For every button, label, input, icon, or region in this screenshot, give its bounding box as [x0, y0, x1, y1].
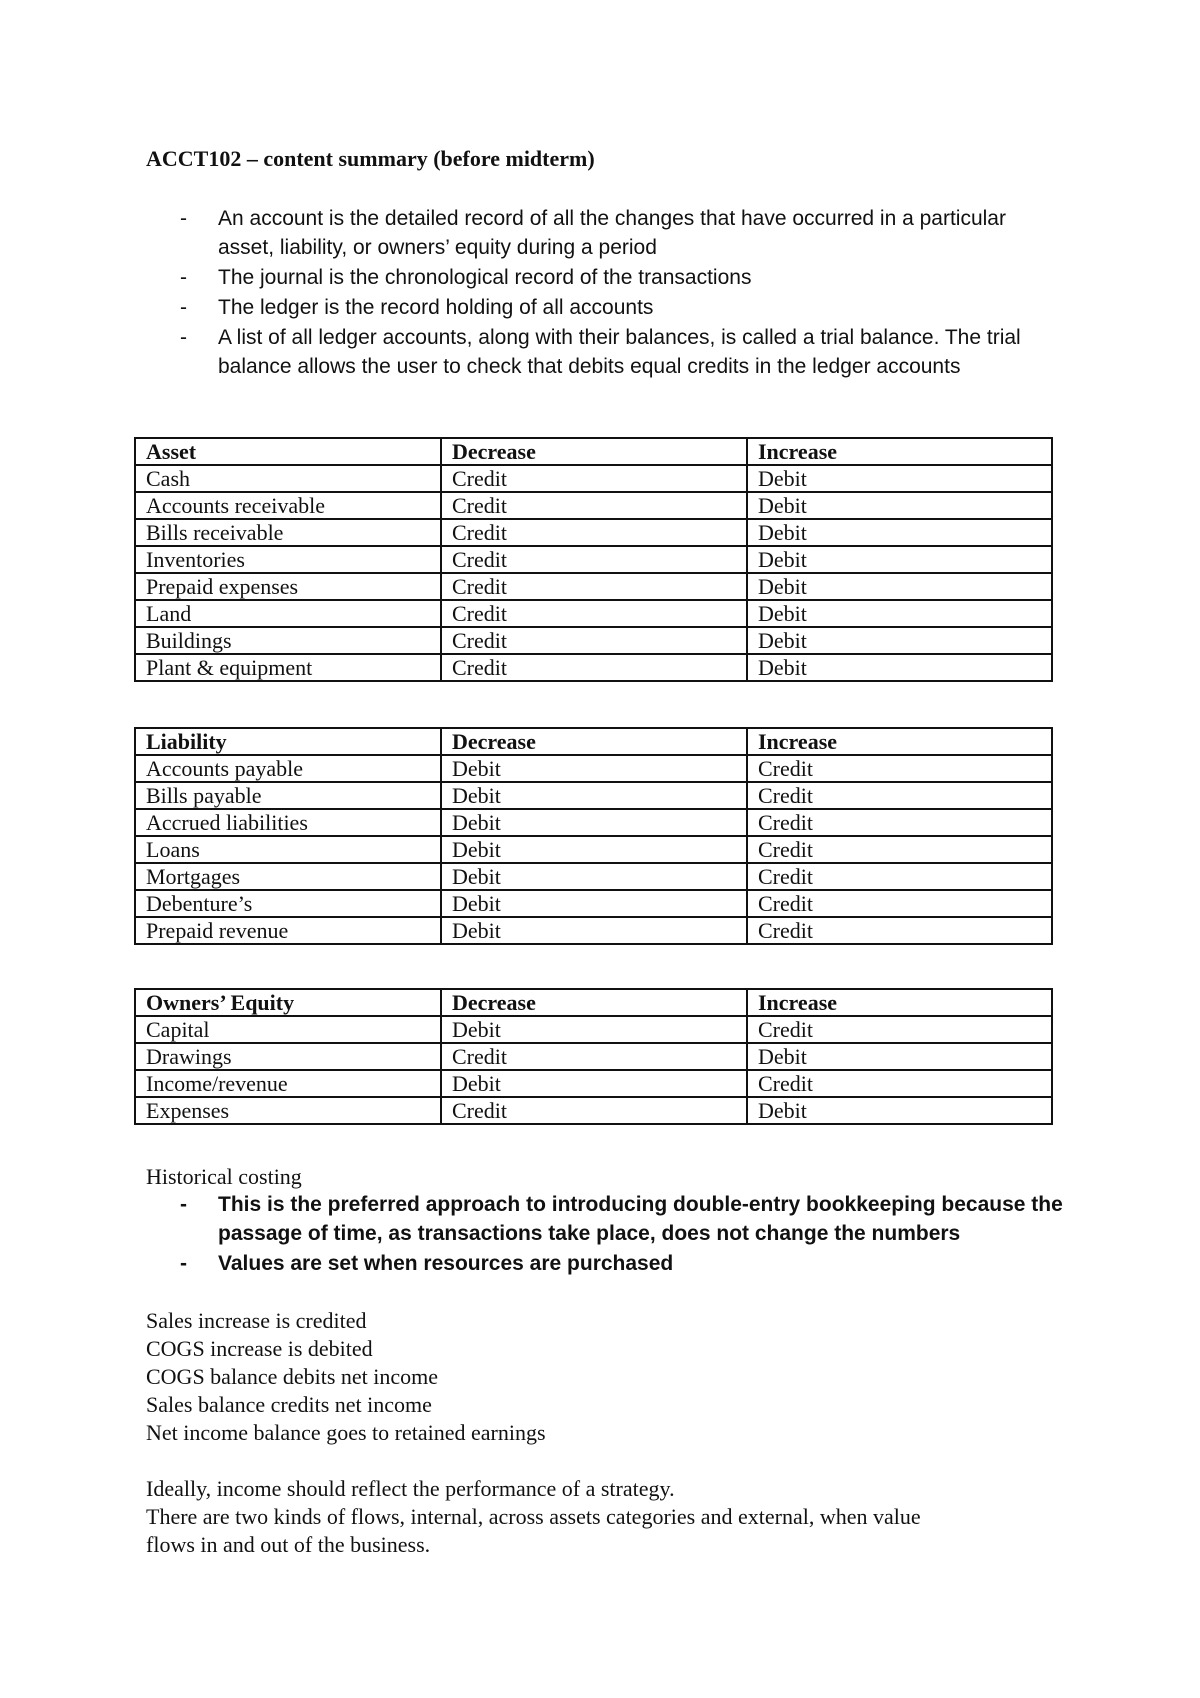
table-cell: Debit	[747, 546, 1052, 573]
table-cell: Buildings	[135, 627, 441, 654]
table-cell: Debit	[747, 1043, 1052, 1070]
table-cell: Accounts payable	[135, 755, 441, 782]
page-title: ACCT102 – content summary (before midterm)	[146, 146, 595, 171]
table-row	[135, 1070, 1052, 1097]
column-header: Increase	[747, 728, 1052, 755]
column-header: Decrease	[441, 989, 747, 1016]
table-row	[135, 1097, 1052, 1124]
table-cell: Credit	[747, 782, 1052, 809]
list-item	[146, 1190, 1066, 1248]
table-cell: Plant & equipment	[135, 654, 441, 681]
liability-table	[134, 727, 1053, 945]
table-cell: Land	[135, 600, 441, 627]
column-header: Increase	[747, 438, 1052, 465]
table-cell: Prepaid revenue	[135, 917, 441, 944]
bullet-text: The ledger is the record holding of all accounts	[218, 296, 654, 319]
table-cell: Accrued liabilities	[135, 809, 441, 836]
bullet-text: This is the preferred approach to introducing double-entry bookkeeping because the passage of time, as transactions take place, does not change the numbers	[218, 1193, 1063, 1245]
table-cell: Bills receivable	[135, 519, 441, 546]
table-row	[135, 654, 1052, 681]
table-header-row	[135, 989, 1052, 1016]
list-item	[146, 293, 1066, 322]
table-cell: Credit	[747, 809, 1052, 836]
table-cell: Credit	[747, 755, 1052, 782]
list-item	[146, 204, 1066, 262]
table-cell: Prepaid expenses	[135, 573, 441, 600]
table-cell: Credit	[747, 863, 1052, 890]
bullet-text: An account is the detailed record of all the changes that have occurred in a particular asset, liability, or owners’ equity during a period	[218, 207, 1006, 259]
table-row	[135, 519, 1052, 546]
rule-line: Sales increase is credited	[146, 1308, 367, 1333]
table-cell: Cash	[135, 465, 441, 492]
table-cell: Credit	[441, 573, 747, 600]
table-cell: Debit	[747, 1097, 1052, 1124]
table-row	[135, 890, 1052, 917]
table-row	[135, 836, 1052, 863]
table-cell: Debit	[441, 809, 747, 836]
historical-costing-heading: Historical costing	[146, 1164, 302, 1189]
table-cell: Credit	[747, 836, 1052, 863]
table-cell: Credit	[747, 917, 1052, 944]
table-cell: Debit	[441, 836, 747, 863]
table-row	[135, 809, 1052, 836]
table-cell: Credit	[747, 890, 1052, 917]
table-cell: Credit	[441, 654, 747, 681]
table-cell: Debit	[747, 600, 1052, 627]
table-cell: Debenture’s	[135, 890, 441, 917]
table-cell: Debit	[747, 492, 1052, 519]
bullet-dash: -	[180, 266, 187, 289]
table-cell: Capital	[135, 1016, 441, 1043]
column-header: Asset	[135, 438, 441, 465]
table-cell: Debit	[747, 519, 1052, 546]
closing-line: There are two kinds of flows, internal, across assets categories and external, when value	[146, 1504, 921, 1529]
table-cell: Debit	[441, 1070, 747, 1097]
table-row	[135, 492, 1052, 519]
table-cell: Credit	[441, 465, 747, 492]
column-header: Owners’ Equity	[135, 989, 441, 1016]
table-row	[135, 546, 1052, 573]
table-cell: Drawings	[135, 1043, 441, 1070]
historical-costing-bullet-list	[146, 1190, 1066, 1279]
bullet-dash: -	[180, 296, 187, 319]
table-cell: Loans	[135, 836, 441, 863]
table-cell: Debit	[441, 755, 747, 782]
intro-bullet-list	[146, 204, 1066, 382]
bullet-dash: -	[180, 1252, 187, 1275]
asset-table	[134, 437, 1053, 682]
table-cell: Credit	[441, 492, 747, 519]
table-cell: Credit	[441, 1097, 747, 1124]
table-cell: Accounts receivable	[135, 492, 441, 519]
closing-line: Ideally, income should reflect the performance of a strategy.	[146, 1476, 675, 1501]
bullet-dash: -	[180, 326, 187, 349]
table-header-row	[135, 438, 1052, 465]
list-item	[146, 1249, 1066, 1278]
table-row	[135, 863, 1052, 890]
table-cell: Credit	[441, 1043, 747, 1070]
rule-line: COGS increase is debited	[146, 1336, 373, 1361]
table-cell: Mortgages	[135, 863, 441, 890]
table-cell: Debit	[441, 782, 747, 809]
table-cell: Debit	[747, 573, 1052, 600]
table-cell: Debit	[441, 890, 747, 917]
bullet-text: Values are set when resources are purchased	[218, 1252, 674, 1275]
closing-line: flows in and out of the business.	[146, 1532, 431, 1557]
rule-line: Net income balance goes to retained earnings	[146, 1420, 546, 1445]
table-cell: Bills payable	[135, 782, 441, 809]
column-header: Decrease	[441, 728, 747, 755]
bullet-text: A list of all ledger accounts, along with their balances, is called a trial balance. The trial balance allows the user to check that debits equal credits in the ledger accounts	[218, 326, 1021, 378]
table-cell: Expenses	[135, 1097, 441, 1124]
column-header: Decrease	[441, 438, 747, 465]
table-cell: Credit	[441, 600, 747, 627]
table-row	[135, 1043, 1052, 1070]
bullet-dash: -	[180, 207, 187, 230]
table-cell: Credit	[441, 546, 747, 573]
closing-paragraph	[146, 1475, 1066, 1559]
table-row	[135, 1016, 1052, 1043]
table-cell: Debit	[441, 917, 747, 944]
table-cell: Credit	[441, 627, 747, 654]
list-item	[146, 263, 1066, 292]
table-cell: Debit	[441, 863, 747, 890]
table-row	[135, 755, 1052, 782]
table-row	[135, 627, 1052, 654]
bullet-dash: -	[180, 1193, 187, 1216]
table-row	[135, 573, 1052, 600]
table-cell: Debit	[747, 654, 1052, 681]
table-cell: Debit	[441, 1016, 747, 1043]
column-header: Increase	[747, 989, 1052, 1016]
table-cell: Credit	[747, 1016, 1052, 1043]
table-cell: Credit	[747, 1070, 1052, 1097]
column-header: Liability	[135, 728, 441, 755]
table-row	[135, 465, 1052, 492]
owners-equity-table	[134, 988, 1053, 1125]
list-item	[146, 323, 1066, 381]
income-rules	[146, 1307, 1066, 1447]
table-row	[135, 782, 1052, 809]
table-row	[135, 917, 1052, 944]
table-cell: Debit	[747, 465, 1052, 492]
table-cell: Credit	[441, 519, 747, 546]
table-cell: Debit	[747, 627, 1052, 654]
table-header-row	[135, 728, 1052, 755]
table-row	[135, 600, 1052, 627]
rule-line: COGS balance debits net income	[146, 1364, 439, 1389]
table-cell: Income/revenue	[135, 1070, 441, 1097]
bullet-text: The journal is the chronological record of the transactions	[218, 266, 752, 289]
table-cell: Inventories	[135, 546, 441, 573]
rule-line: Sales balance credits net income	[146, 1392, 432, 1417]
